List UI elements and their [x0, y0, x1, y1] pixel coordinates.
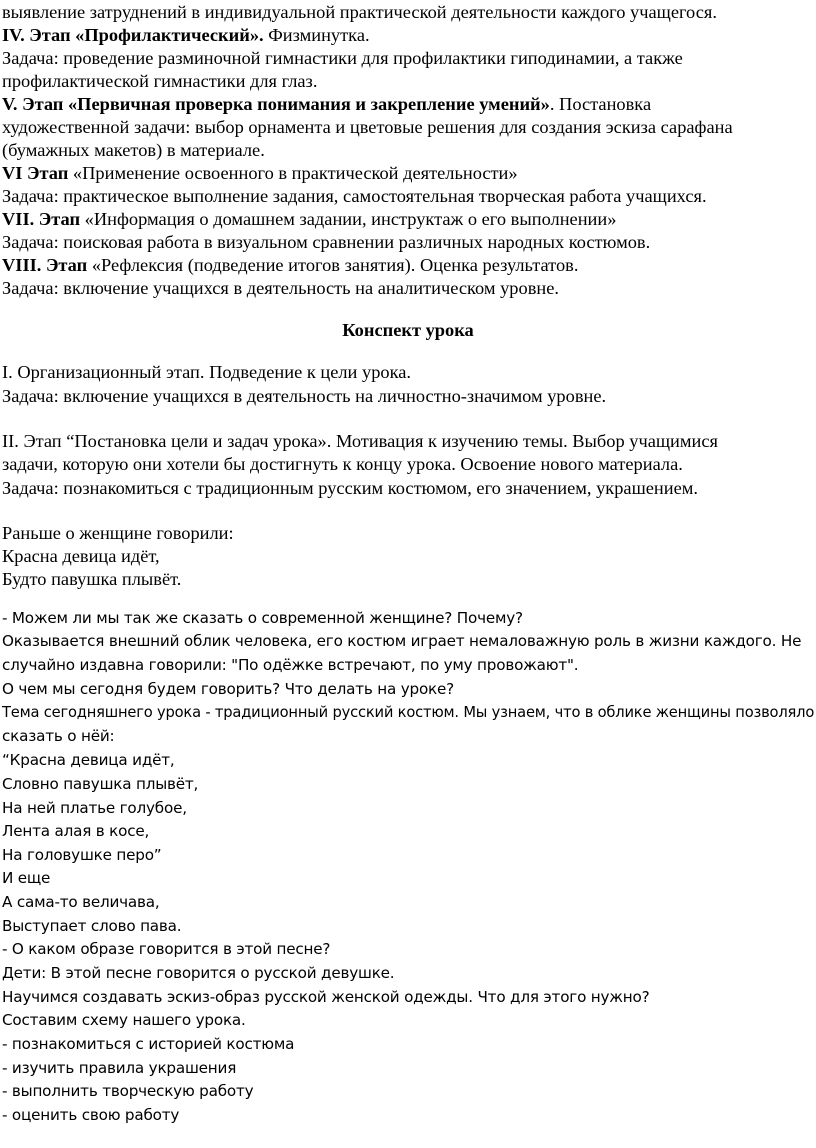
dialog-line: Выступает слово пава.	[2, 917, 182, 935]
verse-line-1: Красна девица идёт,	[2, 546, 160, 566]
list-item: - оценить свою работу	[2, 1106, 180, 1124]
dialog-line: Научимся создавать эскиз-образ русской женской одежды. Что для этого нужно?	[2, 988, 650, 1006]
dialog-line: сказать о нёй:	[2, 727, 115, 745]
dialog-line: Оказывается внешний облик человека, его костюм играет немаловажную роль в жизни каждого. Не	[2, 632, 802, 650]
stage-8-title	[2, 253, 578, 277]
stage-4-task-line-2: профилактической гимнастики для глаз.	[2, 71, 318, 91]
dialog-line: На ней платье голубое,	[2, 799, 187, 817]
dialog-line: Составим схему нашего урока.	[2, 1011, 246, 1029]
stage-8-task: Задача: включение учащихся в деятельность на аналитическом уровне.	[2, 278, 559, 298]
stage-7-subtitle: «Информация о домашнем задании, инструктаж о его выполнении»	[80, 209, 617, 229]
stage-5-line-2: художественной задачи: выбор орнамента и цветовые решения для создания эскиза сарафана	[2, 117, 733, 137]
stage-4-heading: IV. Этап «Профилактический».	[2, 25, 264, 45]
dialog-line: О чем мы сегодня будем говорить? Что делать на уроке?	[2, 680, 455, 698]
dialog-line: А сама-то величава,	[2, 893, 160, 911]
stage-8-subtitle: «Рефлексия (подведение итогов занятия). Оценка результатов.	[87, 255, 579, 275]
org-stage-line-2: Задача: включение учащихся в деятельность на личностно-значимом уровне.	[2, 386, 607, 406]
stage-4-title	[2, 23, 370, 47]
dialog-line: “Красна девица идёт,	[2, 751, 175, 769]
stage-7-title	[2, 207, 616, 231]
stage-6-title	[2, 161, 518, 185]
stage-6-task: Задача: практическое выполнение задания, самостоятельная творческая работа учащихся.	[2, 186, 707, 206]
stage-3-continuation: выявление затруднений в индивидуальной практической деятельности каждого учащегося.	[2, 2, 717, 22]
goal-stage-line-2: задачи, которую они хотели бы достигнуть к концу урока. Освоение нового материала.	[2, 454, 683, 474]
list-item: - познакомиться с историей костюма	[2, 1035, 295, 1053]
dialog-line: Лента алая в косе,	[2, 822, 150, 840]
org-stage-line-1: I. Организационный этап. Подведение к цели урока.	[2, 362, 412, 382]
stage-7-task: Задача: поисковая работа в визуальном сравнении различных народных костюмов.	[2, 232, 651, 252]
dialog-line: - О каком образе говорится в этой песне?	[2, 940, 331, 958]
konspekt-title: Конспект урока	[342, 320, 474, 340]
dialog-line: - Можем ли мы так же сказать о современной женщине? Почему?	[2, 609, 523, 627]
stage-6-subtitle: «Применение освоенного в практической деятельности»	[68, 163, 518, 183]
verse-line-2: Будто павушка плывёт.	[2, 569, 182, 589]
dialog-line: И еще	[2, 869, 51, 887]
goal-stage-line-3: Задача: познакомиться с традиционным русским костюмом, его значением, украшением.	[2, 478, 698, 498]
stage-5-subtitle: . Постановка	[549, 94, 652, 114]
stage-6-heading: VI Этап	[2, 163, 69, 183]
dialog-line: случайно издавна говорили: "По одёжке встречают, по уму провожают".	[2, 656, 579, 674]
goal-stage-line-1: II. Этап “Постановка цели и задач урока». Мотивация к изучению темы. Выбор учащимися	[2, 431, 718, 451]
stage-4-task-line-1: Задача: проведение разминочной гимнастики для профилактики гиподинамии, а также	[2, 48, 683, 68]
stage-4-subtitle: Физминутка.	[263, 25, 370, 45]
stage-5-title	[2, 92, 651, 116]
verse-intro: Раньше о женщине говорили:	[2, 523, 234, 543]
list-item: - выполнить творческую работу	[2, 1082, 254, 1100]
stage-7-heading: VII. Этап	[2, 209, 81, 229]
stage-8-heading: VIII. Этап	[2, 255, 88, 275]
dialog-line: Дети: В этой песне говорится о русской девушке.	[2, 964, 395, 982]
stage-5-heading: V. Этап «Первичная проверка понимания и закрепление умений»	[2, 94, 550, 114]
stage-5-line-3: (бумажных макетов) в материале.	[2, 140, 265, 160]
dialog-line: На головушке перо”	[2, 846, 162, 864]
list-item: - изучить правила украшения	[2, 1059, 237, 1077]
dialog-line: Словно павушка плывёт,	[2, 775, 199, 793]
dialog-line: Тема сегодняшнего урока - традиционный русский костюм. Мы узнаем, что в облике женщины позволяло	[2, 704, 815, 721]
